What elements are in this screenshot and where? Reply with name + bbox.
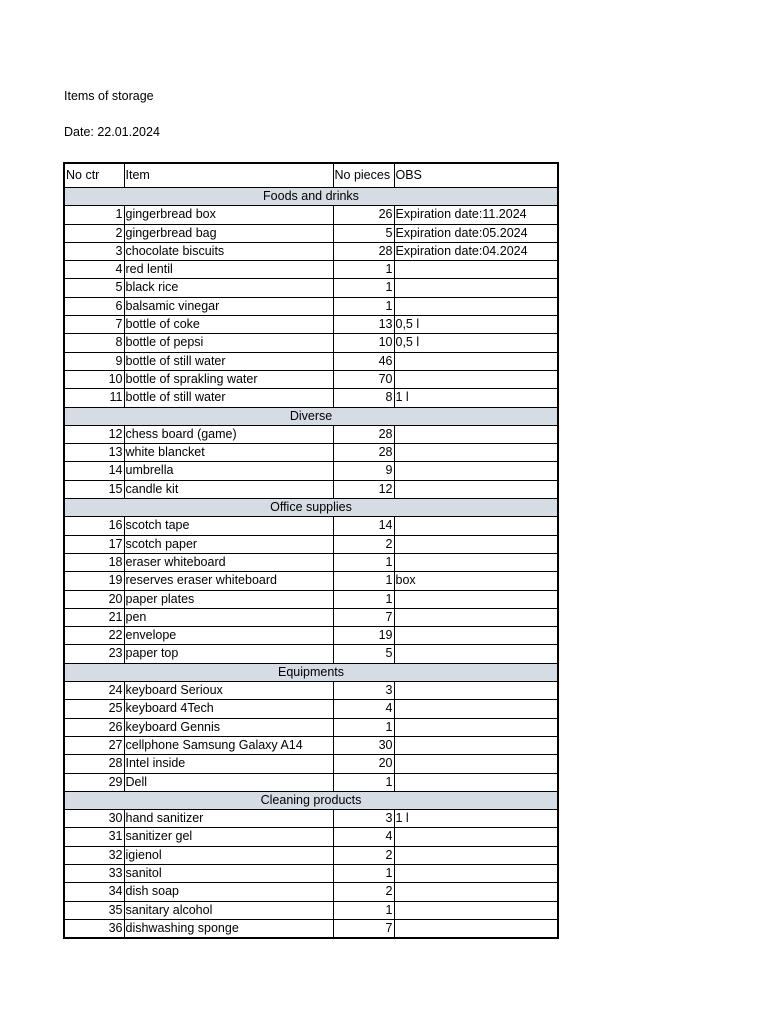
cell-no-ctr: 26 <box>64 718 124 736</box>
cell-item: chess board (game) <box>124 425 333 443</box>
section-title: Equipments <box>64 663 558 681</box>
cell-no-ctr: 32 <box>64 846 124 864</box>
cell-no-pieces: 3 <box>333 810 394 828</box>
cell-no-pieces: 19 <box>333 627 394 645</box>
cell-obs: 1 l <box>394 810 558 828</box>
cell-item: white blancket <box>124 444 333 462</box>
table-row <box>64 828 558 846</box>
cell-obs <box>394 627 558 645</box>
table-row <box>64 919 558 938</box>
header-item: Item <box>124 163 333 188</box>
cell-no-ctr: 10 <box>64 370 124 388</box>
cell-no-pieces: 12 <box>333 480 394 498</box>
cell-item: black rice <box>124 279 333 297</box>
section-row <box>64 188 558 206</box>
cell-no-ctr: 17 <box>64 535 124 553</box>
cell-obs: box <box>394 572 558 590</box>
cell-no-ctr: 25 <box>64 700 124 718</box>
cell-item: red lentil <box>124 261 333 279</box>
cell-no-ctr: 36 <box>64 919 124 938</box>
storage-table <box>63 162 559 939</box>
cell-item: dishwashing sponge <box>124 919 333 938</box>
section-title: Office supplies <box>64 499 558 517</box>
table-row <box>64 718 558 736</box>
cell-item: candle kit <box>124 480 333 498</box>
header-row <box>64 163 558 188</box>
table-row <box>64 608 558 626</box>
table-row <box>64 590 558 608</box>
cell-no-pieces: 28 <box>333 242 394 260</box>
cell-no-pieces: 28 <box>333 444 394 462</box>
section-title: Foods and drinks <box>64 188 558 206</box>
cell-no-ctr: 31 <box>64 828 124 846</box>
table-row <box>64 279 558 297</box>
cell-obs: 0,5 l <box>394 334 558 352</box>
cell-obs: Expiration date:11.2024 <box>394 206 558 224</box>
header-no-pieces: No pieces <box>333 163 394 188</box>
cell-item: keyboard Gennis <box>124 718 333 736</box>
cell-obs <box>394 864 558 882</box>
cell-item: hand sanitizer <box>124 810 333 828</box>
cell-no-pieces: 1 <box>333 773 394 791</box>
cell-obs <box>394 462 558 480</box>
cell-no-ctr: 20 <box>64 590 124 608</box>
table-row <box>64 352 558 370</box>
cell-obs <box>394 261 558 279</box>
cell-item: cellphone Samsung Galaxy A14 <box>124 736 333 754</box>
section-title: Diverse <box>64 407 558 425</box>
section-row <box>64 407 558 425</box>
cell-item: balsamic vinegar <box>124 297 333 315</box>
cell-no-pieces: 28 <box>333 425 394 443</box>
cell-no-ctr: 22 <box>64 627 124 645</box>
table-row <box>64 316 558 334</box>
cell-no-pieces: 1 <box>333 572 394 590</box>
table-row <box>64 242 558 260</box>
cell-no-ctr: 7 <box>64 316 124 334</box>
table-row <box>64 206 558 224</box>
cell-obs <box>394 883 558 901</box>
cell-no-pieces: 3 <box>333 682 394 700</box>
cell-obs <box>394 480 558 498</box>
cell-no-pieces: 1 <box>333 718 394 736</box>
cell-no-pieces: 20 <box>333 755 394 773</box>
table-row <box>64 810 558 828</box>
cell-obs <box>394 718 558 736</box>
cell-item: bottle of still water <box>124 352 333 370</box>
cell-no-ctr: 3 <box>64 242 124 260</box>
cell-item: bottle of coke <box>124 316 333 334</box>
table-row <box>64 370 558 388</box>
cell-no-pieces: 26 <box>333 206 394 224</box>
cell-obs <box>394 682 558 700</box>
cell-no-pieces: 2 <box>333 846 394 864</box>
table-row <box>64 682 558 700</box>
cell-no-ctr: 16 <box>64 517 124 535</box>
table-row <box>64 261 558 279</box>
cell-obs <box>394 919 558 938</box>
cell-obs <box>394 608 558 626</box>
cell-no-pieces: 1 <box>333 297 394 315</box>
cell-no-ctr: 15 <box>64 480 124 498</box>
cell-obs <box>394 846 558 864</box>
cell-no-pieces: 7 <box>333 919 394 938</box>
cell-item: pen <box>124 608 333 626</box>
table-row <box>64 224 558 242</box>
cell-no-ctr: 21 <box>64 608 124 626</box>
cell-obs <box>394 773 558 791</box>
cell-no-pieces: 14 <box>333 517 394 535</box>
cell-item: paper plates <box>124 590 333 608</box>
table-row <box>64 462 558 480</box>
cell-obs <box>394 297 558 315</box>
cell-no-ctr: 9 <box>64 352 124 370</box>
cell-item: keyboard 4Tech <box>124 700 333 718</box>
table-row <box>64 627 558 645</box>
table-row <box>64 846 558 864</box>
document-title: Items of storage <box>64 89 154 103</box>
cell-obs <box>394 901 558 919</box>
table-row <box>64 389 558 407</box>
cell-no-pieces: 4 <box>333 700 394 718</box>
section-row <box>64 663 558 681</box>
cell-no-ctr: 29 <box>64 773 124 791</box>
cell-obs <box>394 828 558 846</box>
table-row <box>64 883 558 901</box>
cell-no-ctr: 4 <box>64 261 124 279</box>
cell-item: eraser whiteboard <box>124 553 333 571</box>
cell-item: reserves eraser whiteboard <box>124 572 333 590</box>
cell-no-ctr: 8 <box>64 334 124 352</box>
cell-no-ctr: 30 <box>64 810 124 828</box>
cell-no-pieces: 1 <box>333 864 394 882</box>
cell-item: umbrella <box>124 462 333 480</box>
cell-no-ctr: 1 <box>64 206 124 224</box>
cell-obs <box>394 370 558 388</box>
cell-no-pieces: 1 <box>333 590 394 608</box>
table-row <box>64 297 558 315</box>
table-row <box>64 444 558 462</box>
cell-no-ctr: 18 <box>64 553 124 571</box>
table-row <box>64 535 558 553</box>
cell-item: paper top <box>124 645 333 663</box>
table-row <box>64 864 558 882</box>
cell-no-pieces: 5 <box>333 645 394 663</box>
cell-no-ctr: 11 <box>64 389 124 407</box>
cell-obs: Expiration date:04.2024 <box>394 242 558 260</box>
cell-no-ctr: 23 <box>64 645 124 663</box>
cell-no-pieces: 46 <box>333 352 394 370</box>
cell-item: sanitary alcohol <box>124 901 333 919</box>
cell-no-pieces: 1 <box>333 901 394 919</box>
cell-no-ctr: 19 <box>64 572 124 590</box>
cell-obs <box>394 553 558 571</box>
cell-no-pieces: 2 <box>333 535 394 553</box>
header-obs: OBS <box>394 163 558 188</box>
header-no-ctr: No ctr <box>64 163 124 188</box>
cell-no-ctr: 24 <box>64 682 124 700</box>
table-row <box>64 480 558 498</box>
cell-item: scotch tape <box>124 517 333 535</box>
cell-no-ctr: 12 <box>64 425 124 443</box>
cell-item: gingerbread bag <box>124 224 333 242</box>
cell-no-pieces: 5 <box>333 224 394 242</box>
table-row <box>64 755 558 773</box>
cell-no-ctr: 34 <box>64 883 124 901</box>
cell-obs <box>394 700 558 718</box>
cell-item: bottle of still water <box>124 389 333 407</box>
cell-item: envelope <box>124 627 333 645</box>
cell-no-ctr: 35 <box>64 901 124 919</box>
cell-no-pieces: 70 <box>333 370 394 388</box>
cell-no-pieces: 1 <box>333 553 394 571</box>
table-row <box>64 700 558 718</box>
cell-no-ctr: 5 <box>64 279 124 297</box>
cell-item: gingerbread box <box>124 206 333 224</box>
cell-no-ctr: 6 <box>64 297 124 315</box>
cell-no-ctr: 27 <box>64 736 124 754</box>
cell-item: bottle of pepsi <box>124 334 333 352</box>
table-row <box>64 901 558 919</box>
cell-no-pieces: 1 <box>333 279 394 297</box>
cell-no-pieces: 1 <box>333 261 394 279</box>
cell-obs <box>394 279 558 297</box>
cell-no-ctr: 2 <box>64 224 124 242</box>
cell-no-pieces: 2 <box>333 883 394 901</box>
cell-no-pieces: 30 <box>333 736 394 754</box>
cell-no-pieces: 9 <box>333 462 394 480</box>
cell-no-ctr: 28 <box>64 755 124 773</box>
table-row <box>64 572 558 590</box>
cell-item: keyboard Serioux <box>124 682 333 700</box>
table-body <box>64 188 558 939</box>
cell-no-pieces: 7 <box>333 608 394 626</box>
section-row <box>64 499 558 517</box>
cell-no-ctr: 33 <box>64 864 124 882</box>
document-date: Date: 22.01.2024 <box>64 125 160 139</box>
table-row <box>64 334 558 352</box>
cell-obs <box>394 517 558 535</box>
cell-obs <box>394 590 558 608</box>
cell-obs <box>394 535 558 553</box>
cell-obs: 0,5 l <box>394 316 558 334</box>
cell-no-pieces: 4 <box>333 828 394 846</box>
cell-obs <box>394 425 558 443</box>
cell-item: sanitizer gel <box>124 828 333 846</box>
cell-obs <box>394 444 558 462</box>
cell-item: chocolate biscuits <box>124 242 333 260</box>
table-row <box>64 553 558 571</box>
cell-no-pieces: 13 <box>333 316 394 334</box>
table-row <box>64 645 558 663</box>
cell-obs <box>394 755 558 773</box>
cell-no-pieces: 10 <box>333 334 394 352</box>
cell-item: igienol <box>124 846 333 864</box>
cell-obs <box>394 736 558 754</box>
cell-obs: Expiration date:05.2024 <box>394 224 558 242</box>
cell-item: scotch paper <box>124 535 333 553</box>
cell-no-pieces: 8 <box>333 389 394 407</box>
cell-item: bottle of sprakling water <box>124 370 333 388</box>
cell-no-ctr: 14 <box>64 462 124 480</box>
table-row <box>64 736 558 754</box>
cell-item: Dell <box>124 773 333 791</box>
table-row <box>64 517 558 535</box>
cell-obs: 1 l <box>394 389 558 407</box>
cell-item: dish soap <box>124 883 333 901</box>
cell-obs <box>394 352 558 370</box>
table-row <box>64 773 558 791</box>
table-row <box>64 425 558 443</box>
cell-item: Intel inside <box>124 755 333 773</box>
section-row <box>64 791 558 809</box>
section-title: Cleaning products <box>64 791 558 809</box>
cell-obs <box>394 645 558 663</box>
cell-no-ctr: 13 <box>64 444 124 462</box>
cell-item: sanitol <box>124 864 333 882</box>
